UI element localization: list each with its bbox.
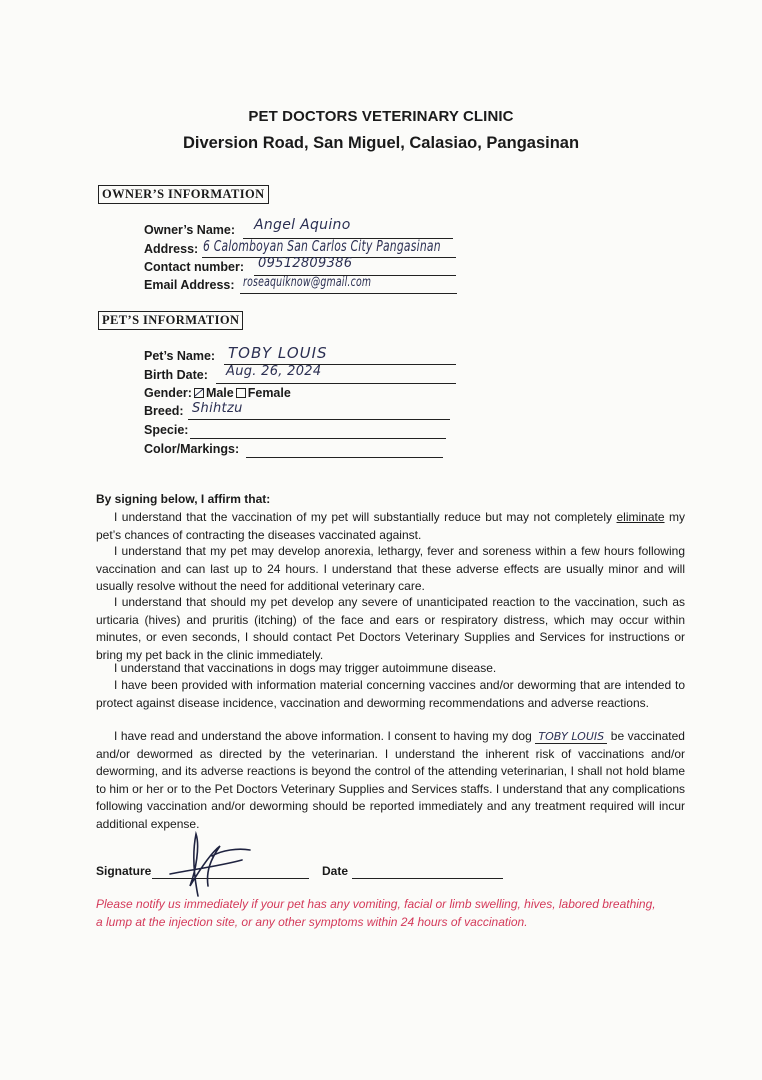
email-value[interactable]: roseaquiknow@gmail.com <box>243 275 372 290</box>
affirmation-paragraph-1: I understand that the vaccination of my pet will substantially reduce but may not completely eliminate my pet’s chances of contracting the diseases vaccinated against. <box>96 510 685 542</box>
birth-date-value[interactable]: Aug. 26, 2024 <box>226 364 322 379</box>
vaccination-notice: Please notify us immediately if your pet has any vomiting, facial or limb swelling, hives, labored breathing, a lump at the injection site, or any other symptoms within 24 hours of vaccination. <box>96 897 656 929</box>
clinic-address: Diversion Road, San Miguel, Calasiao, Pangasinan <box>182 134 580 152</box>
gender-row <box>144 386 291 400</box>
email-label: Email Address: <box>144 278 235 292</box>
color-markings-label: Color/Markings: <box>144 442 240 456</box>
contact-label: Contact number: <box>144 260 244 274</box>
address-label: Address: <box>144 242 199 256</box>
signature-label: Signature <box>96 864 152 878</box>
owner-section-title: OWNER’S INFORMATION <box>98 185 269 204</box>
date-label: Date <box>322 864 349 878</box>
color-markings-line[interactable] <box>246 457 443 458</box>
male-checkbox[interactable] <box>194 388 204 398</box>
email-line <box>240 293 457 294</box>
specie-label: Specie: <box>144 423 189 437</box>
male-label: Male <box>205 386 234 400</box>
affirmation-paragraph-2: I understand that my pet may develop anorexia, lethargy, fever and soreness within a few hours following vaccination and can last up to 24 hours. I understand that these adverse effects are usually minor and will usually resolve without the need for additional veterinary care. <box>96 544 685 594</box>
female-checkbox[interactable] <box>236 388 246 398</box>
specie-line[interactable] <box>190 438 446 439</box>
signature-scribble <box>150 826 270 906</box>
contact-value[interactable]: 09512809386 <box>258 256 353 271</box>
birth-date-label: Birth Date: <box>144 368 208 382</box>
breed-value[interactable]: Shihtzu <box>192 401 243 416</box>
dog-name-inline[interactable]: TOBY LOUIS <box>535 730 607 744</box>
affirmation-paragraph-4: I understand that vaccinations in dogs may trigger autoimmune disease. <box>114 661 497 675</box>
breed-line <box>188 419 450 420</box>
breed-label: Breed: <box>144 404 184 418</box>
owner-name-value[interactable]: Angel Aquino <box>254 217 351 233</box>
gender-label: Gender: <box>144 386 192 400</box>
pet-section-title: PET’S INFORMATION <box>98 311 243 330</box>
affirmation-paragraph-5: I have been provided with information material concerning vaccines and/or deworming that are intended to protect against disease incidence, vaccination and deworming recommendations and adverse reactions. <box>96 678 685 710</box>
pet-name-label: Pet’s Name: <box>144 349 216 363</box>
female-label: Female <box>247 386 291 400</box>
date-line[interactable] <box>352 878 503 879</box>
pet-name-value[interactable]: TOBY LOUIS <box>228 344 328 362</box>
affirmation-paragraph-3: I understand that should my pet develop any severe of unanticipated reaction to the vaccination, such as urticaria (hives) and pruritis (itching) of the face and ears or respiratory distress, which may occur within minutes, or even seconds, I should contact Pet Doctors Veterinary Supplies and Services for instructions or bring my pet back in the clinic immediately. <box>96 595 685 662</box>
birth-date-line <box>216 383 456 384</box>
eliminate-underlined: eliminate <box>616 510 665 524</box>
affirmation-paragraph-6: I have read and understand the above information. I consent to having my dog TOBY LOUIS be vaccinated and/or dewormed as directed by the veterinarian. I understand the inherent risk of vaccinations and/or deworming, and its adverse reactions is beyond the control of the attending veterinarian, I shall not hold blame to him or her or to the Pet Doctors Veterinary Supplies and Services staffs. I understand that any complications following vaccination and/or deworming should be reported immediately and any treatment required will incur additional expense. <box>96 729 685 831</box>
affirmation-title: By signing below, I affirm that: <box>96 492 271 506</box>
clinic-name: PET DOCTORS VETERINARY CLINIC <box>248 108 514 125</box>
address-value[interactable]: 6 Calomboyan San Carlos City Pangasinan <box>203 237 441 255</box>
owner-name-label: Owner’s Name: <box>144 223 236 237</box>
